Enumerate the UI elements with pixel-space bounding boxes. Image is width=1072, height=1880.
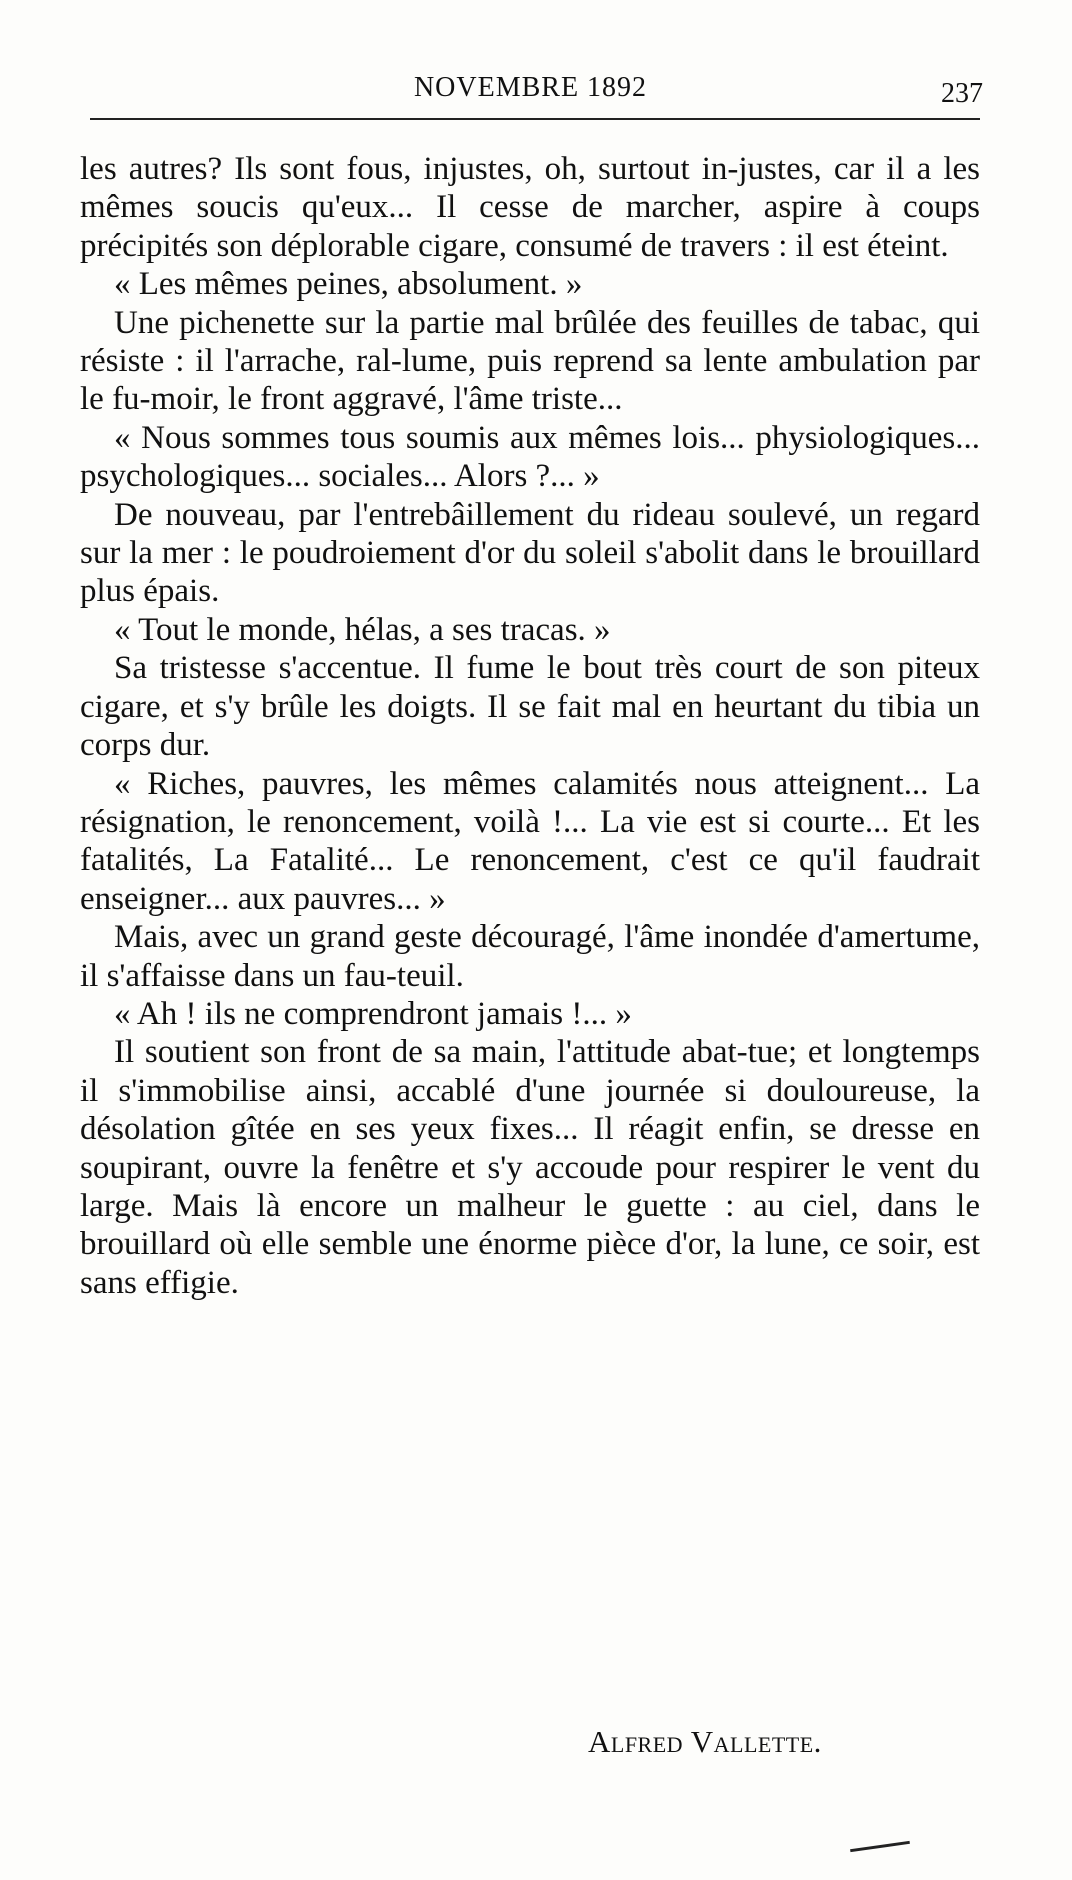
page-header (78, 72, 983, 122)
body-text (80, 150, 980, 1302)
header-rule (90, 118, 980, 120)
paragraph-6: « Tout le monde, hélas, a ses tracas. » (114, 611, 611, 648)
paragraph-10: « Ah ! ils ne comprendront jamais !... » (114, 995, 632, 1032)
author-signature: Alfred Vallette. (588, 1724, 822, 1759)
paragraph-4: « Nous sommes tous soumis aux mêmes lois... physiologiques... psychologiques... sociales... Alors ?... » (80, 419, 980, 495)
printer-mark (850, 1841, 910, 1852)
paragraph-11: Il soutient son front de sa main, l'attitude abat-tue; et longtemps il s'immobilise ainsi, accablé d'une journée si douloureuse, la désolation gîtée en ses yeux fixes... Il réagit enfin, se dresse en soupirant, ouvre la fenêtre et s'y accoude pour respirer le vent du large. Mais là encore un malheur le guette : au ciel, dans le brouillard où elle semble une énorme pièce d'or, la lune, ce soir, est sans effigie. (80, 1034, 980, 1301)
paragraph-5: De nouveau, par l'entrebâillement du rideau soulevé, un regard sur la mer : le poudroiement d'or du soleil s'abolit dans le brouillard plus épais. (80, 496, 980, 610)
paragraph-8: « Riches, pauvres, les mêmes calamités nous atteignent... La résignation, le renoncement, voilà !... La vie est si courte... Et les fatalités, La Fatalité... Le renoncement, c'est ce qu'il faudrait enseigner... aux pauvres... » (80, 765, 980, 917)
running-title: NOVEMBRE 1892 (413, 72, 648, 103)
paragraph-1: les autres? Ils sont fous, injustes, oh, surtout in-justes, car il a les mêmes soucis qu'eux... Il cesse de marcher, aspire à coups précipités son déplorable cigare, consumé de travers : il est éteint. (80, 151, 980, 264)
paragraph-3: Une pichenette sur la partie mal brûlée des feuilles de tabac, qui résiste : il l'arrache, ral-lume, puis reprend sa lente ambulation par le fu-moir, le front aggravé, l'âme triste... (80, 304, 980, 418)
paragraph-9: Mais, avec un grand geste découragé, l'âme inondée d'amertume, il s'affaisse dans un fau-teuil. (80, 919, 980, 994)
page-number: 237 (941, 78, 983, 109)
paragraph-2: « Les mêmes peines, absolument. » (114, 266, 583, 303)
paragraph-7: Sa tristesse s'accentue. Il fume le bout très court de son piteux cigare, et s'y brûle les doigts. Il se fait mal en heurtant du tibia un corps dur. (80, 650, 980, 764)
